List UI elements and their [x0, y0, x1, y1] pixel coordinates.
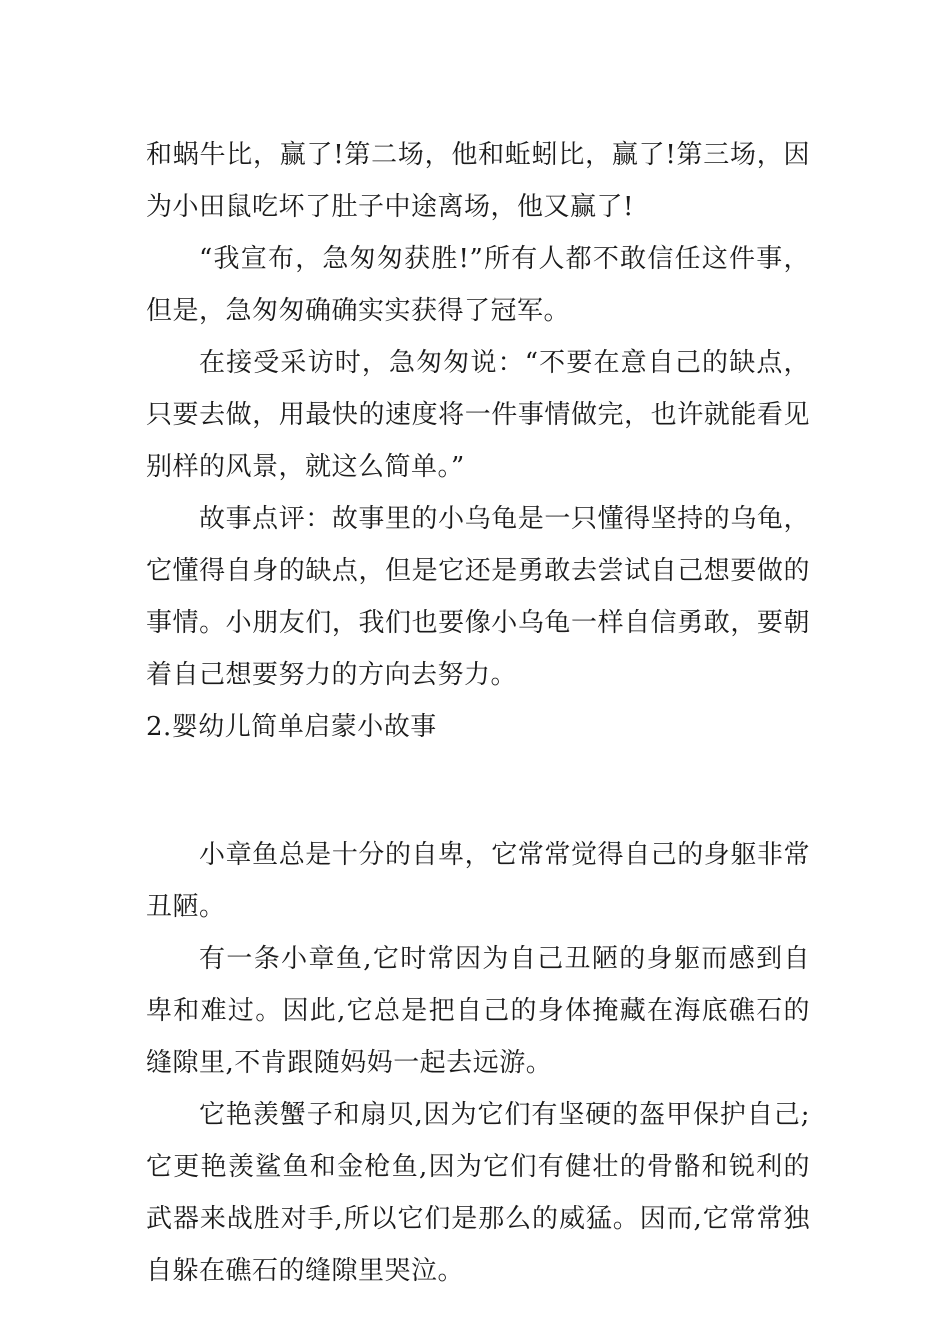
paragraph-octopus-hiding: 有一条小章鱼,它时常因为自己丑陋的身躯而感到自卑和难过。因此,它总是把自己的身体掩藏在海底礁石的缝隙里,不肯跟随妈妈一起去远游。 [146, 944, 810, 1078]
section-heading: 2.婴幼儿简单启蒙小故事 [146, 712, 437, 742]
paragraph-story-comment: 故事点评：故事里的小乌龟是一只懂得坚持的乌龟，它懂得自身的缺点，但是它还是勇敢去尝试自己想要做的事情。小朋友们，我们也要像小乌龟一样自信勇敢，要朝着自己想要努力的方向去努力。 [146, 504, 810, 690]
paragraph-race-results: 和蜗牛比，赢了!第二场，他和蚯蚓比，赢了!第三场，因为小田鼠吃坏了肚子中途离场，他又赢了! [146, 140, 810, 222]
paragraph-octopus-envy: 它艳羡蟹子和扇贝,因为它们有坚硬的盔甲保护自己;它更艳羡鲨鱼和金枪鱼,因为它们有健壮的骨骼和锐利的武器来战胜对手,所以它们是那么的威猛。因而,它常常独自躲在礁石的缝隙里哭泣。 [146, 1100, 810, 1286]
paragraph-announcement: “我宣布，急匆匆获胜!”所有人都不敢信任这件事，但是，急匆匆确确实实获得了冠军。 [146, 244, 810, 326]
document-body [146, 129, 810, 1297]
paragraph-interview: 在接受采访时，急匆匆说：“不要在意自己的缺点，只要去做，用最快的速度将一件事情做完，也许就能看见别样的风景，就这么简单。” [146, 348, 810, 482]
section-spacer [146, 753, 810, 829]
paragraph-octopus-intro: 小章鱼总是十分的自卑，它常常觉得自己的身躯非常丑陋。 [146, 840, 810, 922]
